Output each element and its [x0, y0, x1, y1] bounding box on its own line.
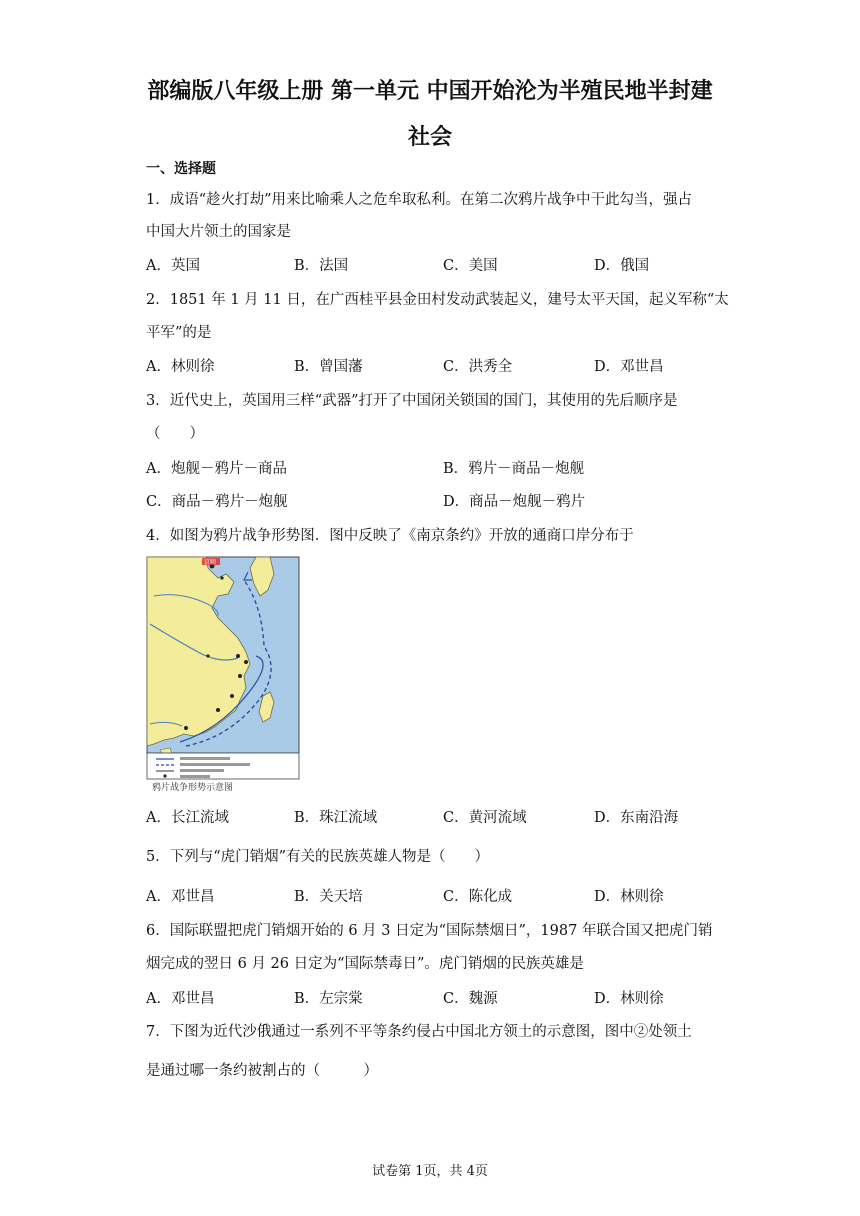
- question-2-option-d: D．邓世昌: [594, 359, 664, 375]
- question-2-option-c: C．洪秀全: [443, 359, 513, 375]
- question-5-option-d: D．林则徐: [594, 889, 664, 905]
- question-6-option-b: B．左宗棠: [294, 991, 363, 1007]
- question-7-line-1: 7．下图为近代沙俄通过一系列不平等条约侵占中国北方领土的示意图，图中②处领土: [146, 1024, 692, 1040]
- question-3-option-d: D．商品－炮舰－鸦片: [443, 494, 586, 510]
- question-5-line-1: 5．下列与“虎门销烟”有关的民族英雄人物是（ ）: [146, 849, 490, 865]
- question-3-line-1: 3．近代史上，英国用三样“武器”打开了中国闭关锁国的国门，其使用的先后顺序是: [146, 393, 678, 409]
- question-3-option-b: B．鸦片－商品－炮舰: [443, 461, 585, 477]
- question-1-option-c: C．美国: [443, 258, 498, 274]
- question-4-option-d: D．东南沿海: [594, 810, 679, 826]
- question-3-option-c: C．商品－鸦片－炮舰: [146, 494, 288, 510]
- question-1-option-d: D．俄国: [594, 258, 650, 274]
- question-6-line-2: 烟完成的翌日 6 月 26 日定为“国际禁毒日”。虎门销烟的民族英雄是: [146, 956, 584, 972]
- question-2-line-1: 2．1851 年 1 月 11 日，在广西桂平县金田村发动武装起义，建号太平天国，起义军称“太: [146, 292, 729, 308]
- question-1-line-2: 中国大片领土的国家是: [146, 224, 291, 240]
- question-1-option-b: B．法国: [294, 258, 349, 274]
- page-title-line-1: 部编版八年级上册 第一单元 中国开始沦为半殖民地半封建: [147, 79, 713, 104]
- question-4-option-b: B．珠江流域: [294, 810, 378, 826]
- question-4-option-a: A．长江流域: [146, 810, 229, 826]
- map-caption: 鸦片战争形势示意图: [152, 783, 234, 793]
- page-title-line-2: 社会: [407, 125, 452, 150]
- question-4-line-1: 4．如图为鸦片战争形势图．图中反映了《南京条约》开放的通商口岸分布于: [146, 528, 634, 544]
- question-2-option-b: B．曾国藩: [294, 359, 363, 375]
- question-6-option-a: A．邓世昌: [146, 991, 215, 1007]
- question-3-option-a: A．炮舰－鸦片－商品: [146, 461, 287, 477]
- question-3-line-2: （ ）: [146, 426, 204, 442]
- question-1-option-a: A．英国: [146, 258, 200, 274]
- question-2-option-a: A．林则徐: [146, 359, 215, 375]
- question-6-option-c: C．魏源: [443, 991, 498, 1007]
- map-label-capital: 京师: [204, 559, 217, 566]
- question-7-line-2: 是通过哪一条约被割占的（ ）: [146, 1063, 378, 1079]
- section-heading: 一、选择题: [146, 161, 216, 177]
- question-6-option-d: D．林则徐: [594, 991, 664, 1007]
- question-2-line-2: 平军”的是: [146, 325, 212, 341]
- question-4-option-c: C．黄河流域: [443, 810, 527, 826]
- page-footer: 试卷第 1页，共 4页: [372, 1164, 488, 1179]
- question-6-line-1: 6．国际联盟把虎门销烟开始的 6 月 3 日定为“国际禁烟日”，1987 年联合国又把虎门销: [146, 923, 713, 939]
- question-5-option-c: C．陈化成: [443, 889, 513, 905]
- question-5-option-b: B．关天培: [294, 889, 363, 905]
- opium-war-map: [146, 556, 300, 794]
- question-1-line-1: 1．成语“趁火打劫”用来比喻乘人之危牟取私利。在第二次鸦片战争中干此勾当，强占: [146, 192, 693, 208]
- question-5-option-a: A．邓世昌: [146, 889, 215, 905]
